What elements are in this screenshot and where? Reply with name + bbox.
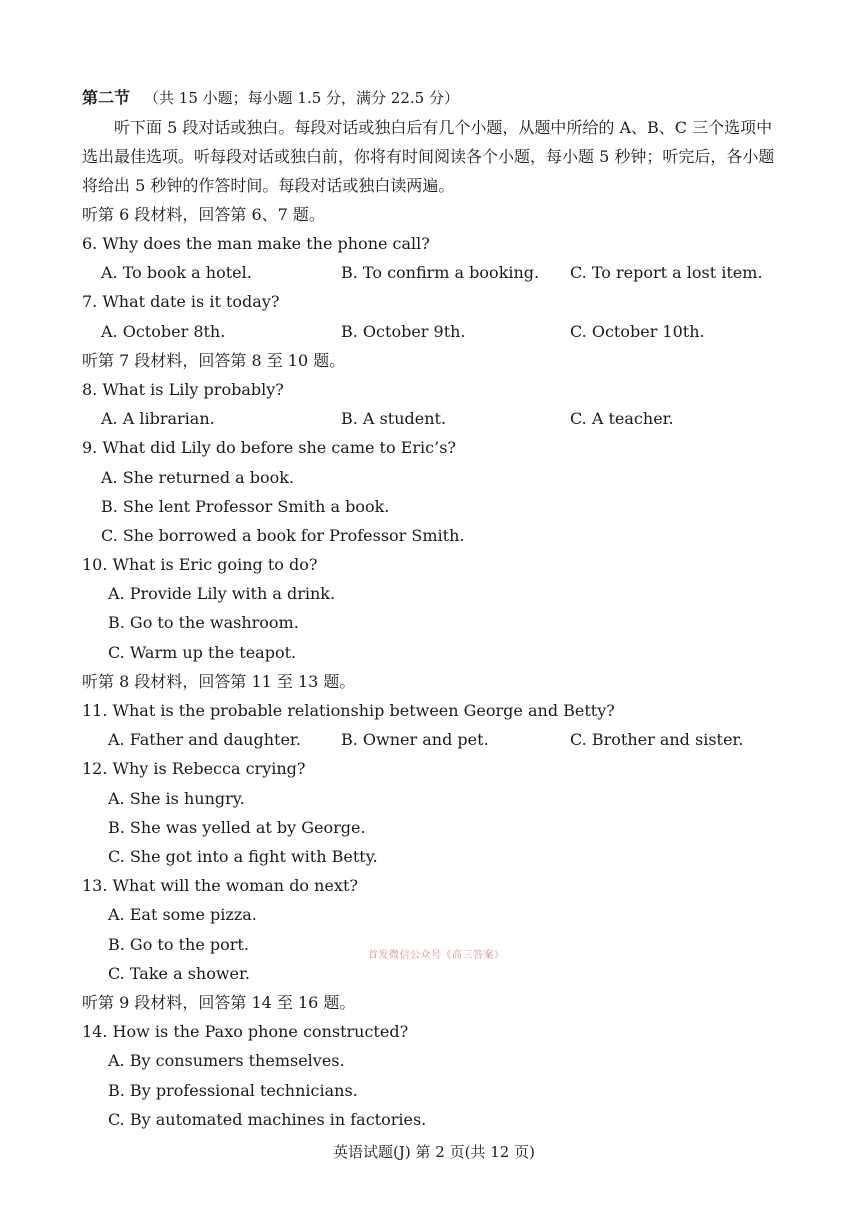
section-note: （共 15 小题；每小题 1.5 分，满分 22.5 分） — [144, 89, 459, 107]
section-title: 第二节 — [82, 88, 131, 107]
option-b: B. To confirm a booking. — [341, 263, 540, 282]
instruction-line: 将给出 5 秒钟的作答时间。每段对话或独白读两遍。 — [82, 176, 455, 195]
option-a: A. Eat some pizza. — [108, 905, 257, 924]
option-b: B. Owner and pet. — [341, 730, 489, 749]
option-c: C. Take a shower. — [108, 964, 250, 983]
question-stem: 6. Why does the man make the phone call? — [82, 234, 430, 253]
option-b: B. Go to the washroom. — [108, 613, 299, 632]
instruction-line: 选出最佳选项。听每段对话或独白前，你将有时间阅读各个小题，每小题 5 秒钟；听完后，各小题 — [82, 147, 775, 166]
option-a: A. She returned a book. — [101, 468, 295, 487]
question-stem: 8. What is Lily probably? — [82, 380, 284, 399]
option-c: C. A teacher. — [570, 409, 674, 428]
option-b: B. Go to the port. — [108, 935, 249, 954]
question-stem: 7. What date is it today? — [82, 292, 280, 311]
option-a: A. October 8th. — [101, 322, 226, 341]
question-stem: 10. What is Eric going to do? — [82, 555, 318, 574]
option-a: A. A librarian. — [101, 409, 215, 428]
option-a: A. By consumers themselves. — [108, 1051, 345, 1070]
page-footer: 英语试题(J) 第 2 页(共 12 页) — [333, 1143, 535, 1161]
question-stem: 9. What did Lily do before she came to Eric’s? — [82, 438, 456, 457]
option-b: B. By professional technicians. — [108, 1081, 358, 1100]
option-a: A. Provide Lily with a drink. — [108, 584, 336, 603]
option-c: C. October 10th. — [570, 322, 705, 341]
option-c: C. She borrowed a book for Professor Smith. — [101, 526, 465, 545]
question-stem: 12. Why is Rebecca crying? — [82, 759, 306, 778]
option-b: B. October 9th. — [341, 322, 466, 341]
watermark: 首发微信公众号《高三答案》 — [368, 950, 505, 961]
option-c: C. She got into a fight with Betty. — [108, 847, 378, 866]
option-c: C. To report a lost item. — [570, 263, 763, 282]
section-header — [82, 88, 459, 108]
question-stem: 13. What will the woman do next? — [82, 876, 358, 895]
question-stem: 14. How is the Paxo phone constructed? — [82, 1022, 409, 1041]
group-header: 听第 8 段材料，回答第 11 至 13 题。 — [82, 672, 356, 691]
option-b: B. She lent Professor Smith a book. — [101, 497, 390, 516]
group-header: 听第 7 段材料，回答第 8 至 10 题。 — [82, 351, 346, 370]
group-header: 听第 6 段材料，回答第 6、7 题。 — [82, 205, 325, 224]
option-b: B. A student. — [341, 409, 447, 428]
option-c: C. Warm up the teapot. — [108, 643, 297, 662]
option-a: A. She is hungry. — [108, 789, 245, 808]
option-a: A. Father and daughter. — [108, 730, 301, 749]
instruction-line: 听下面 5 段对话或独白。每段对话或独白后有几个小题，从题中所给的 A、B、C 三个选项中 — [114, 118, 773, 137]
option-c: C. Brother and sister. — [570, 730, 744, 749]
option-c: C. By automated machines in factories. — [108, 1110, 427, 1129]
option-a: A. To book a hotel. — [101, 263, 252, 282]
group-header: 听第 9 段材料，回答第 14 至 16 题。 — [82, 993, 356, 1012]
question-stem: 11. What is the probable relationship between George and Betty? — [82, 701, 615, 720]
option-b: B. She was yelled at by George. — [108, 818, 366, 837]
